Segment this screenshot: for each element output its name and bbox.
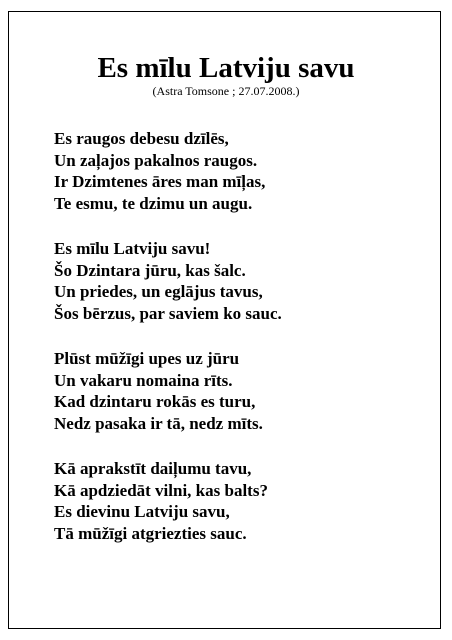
poem-line: Te esmu, te dzimu un augu. [54,193,253,213]
poem-author-date: (Astra Tomsone ; 27.07.2008.) [152,84,300,98]
stanza-1 [54,128,434,214]
stanza-4 [54,458,434,544]
poem-line: Es dievinu Latviju savu, [54,502,230,521]
poem-body [54,128,434,568]
poem-line: Ir Dzimtenes āres man mīļas, [54,172,266,191]
poem-line: Nedz pasaka ir tā, nedz mīts. [54,413,263,433]
poem-line: Plūst mūžīgi upes uz jūru [54,349,240,368]
poem-line: Un vakaru nomaina rīts. [54,370,233,390]
poem-line: Es mīlu Latviju savu! [54,239,211,258]
poem-line: Tā mūžīgi atgriezties sauc. [54,523,247,543]
poem-line: Šo Dzintara jūru, kas šalc. [54,260,246,280]
poem-line: Kad dzintaru rokās es turu, [54,392,256,411]
poem-line: Es raugos debesu dzīlēs, [54,129,229,148]
stanza-3 [54,348,434,434]
poem-title: Es mīlu Latviju savu [97,52,355,84]
poem-line: Un zaļajos pakalnos raugos. [54,150,258,170]
poem-line: Kā aprakstīt daiļumu tavu, [54,459,252,478]
poem-line: Kā apdziedāt vilni, kas balts? [54,480,268,500]
poem-line: Šos bērzus, par saviem ko sauc. [54,303,282,323]
poem-line: Un priedes, un eglājus tavus, [54,282,263,301]
stanza-2 [54,238,434,324]
